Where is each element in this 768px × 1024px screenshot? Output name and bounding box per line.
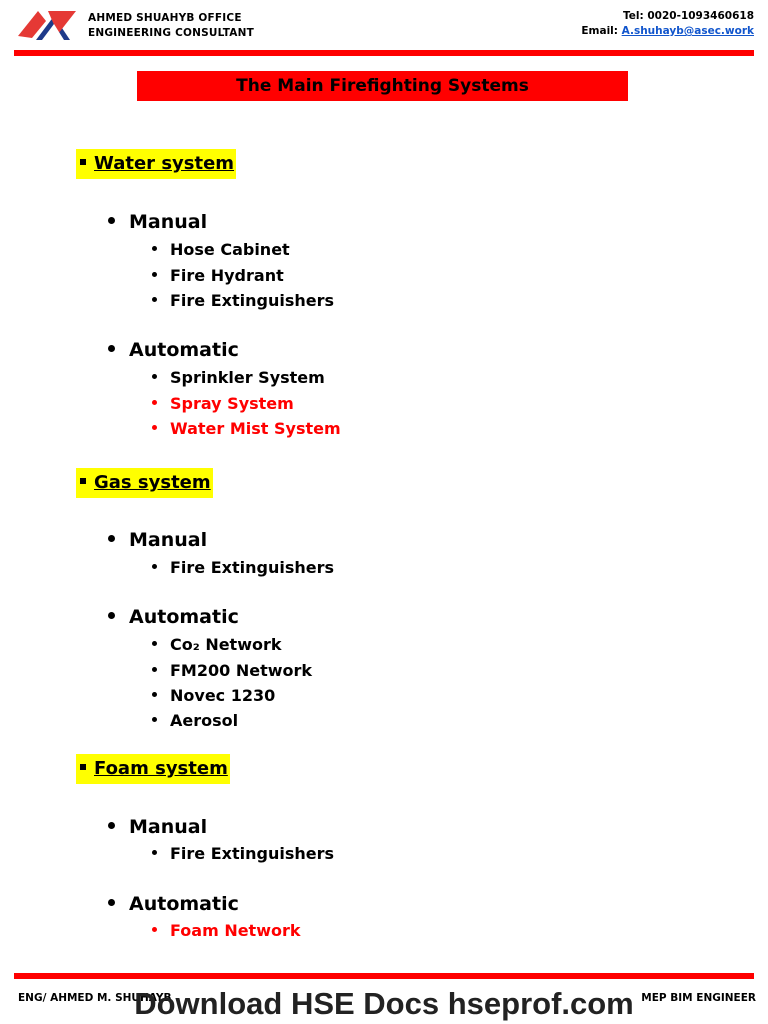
- list-item: [152, 393, 294, 415]
- footer-author: ENG/ AHMED M. SHUHAYB: [18, 992, 172, 1004]
- company-line-2: ENGINEERING CONSULTANT: [88, 27, 254, 39]
- item-label: Sprinkler System: [170, 368, 325, 387]
- section-foam-system: [76, 754, 230, 784]
- item-label: Fire Extinguishers: [170, 558, 335, 577]
- item-label: Novec 1230: [170, 686, 276, 705]
- item-label: Foam Network: [170, 921, 301, 940]
- water-automatic: [108, 338, 239, 362]
- footer-divider: [14, 973, 754, 979]
- contact-info: [581, 9, 754, 39]
- list-item: [152, 843, 334, 865]
- section-water-system: [76, 149, 236, 179]
- email-link[interactable]: A.shuhayb@asec.work: [621, 25, 754, 37]
- bullet-icon: [152, 667, 157, 672]
- list-item: [152, 239, 290, 261]
- bullet-icon: [152, 400, 157, 405]
- bullet-icon: [152, 272, 157, 277]
- bullet-icon: [152, 692, 157, 697]
- email-label: Email:: [581, 25, 618, 37]
- subsection-label: Automatic: [129, 339, 239, 361]
- section-label: Foam system: [94, 758, 228, 779]
- bullet-icon: [152, 717, 157, 722]
- list-item: [152, 920, 301, 942]
- subsection-label: Manual: [129, 816, 208, 838]
- bullet-icon: [152, 564, 157, 569]
- subsection-label: Automatic: [129, 893, 239, 915]
- item-label: Spray System: [170, 394, 294, 413]
- bullet-icon: [152, 927, 157, 932]
- list-item: [152, 418, 341, 440]
- item-label: Water Mist System: [170, 419, 341, 438]
- subsection-label: Manual: [129, 211, 208, 233]
- bullet-icon: [108, 612, 115, 619]
- bullet-icon: [152, 641, 157, 646]
- company-logo: [18, 6, 78, 46]
- square-bullet-icon: [80, 764, 86, 770]
- foam-manual: [108, 815, 207, 839]
- header-divider: [14, 50, 754, 56]
- square-bullet-icon: [80, 478, 86, 484]
- list-item: [152, 710, 238, 732]
- bullet-icon: [152, 425, 157, 430]
- list-item: [152, 367, 325, 389]
- footer-role: MEP BIM ENGINEER: [641, 992, 756, 1004]
- section-label: Gas system: [94, 472, 211, 493]
- company-line-1: AHMED SHUAHYB OFFICE: [88, 12, 242, 24]
- bullet-icon: [152, 246, 157, 251]
- subsection-label: Manual: [129, 529, 208, 551]
- bullet-icon: [108, 217, 115, 224]
- email-row: [581, 24, 754, 39]
- list-item: [152, 290, 334, 312]
- section-gas-system: [76, 468, 213, 498]
- item-label: Fire Extinguishers: [170, 291, 335, 310]
- item-label: Fire Extinguishers: [170, 844, 335, 863]
- item-label: Fire Hydrant: [170, 266, 284, 285]
- list-item: [152, 634, 282, 656]
- item-label: Hose Cabinet: [170, 240, 290, 259]
- water-manual: [108, 210, 207, 234]
- bullet-icon: [152, 297, 157, 302]
- tel-text: Tel: 0020-1093460618: [623, 10, 754, 22]
- square-bullet-icon: [80, 159, 86, 165]
- bullet-icon: [108, 822, 115, 829]
- foam-automatic: [108, 892, 239, 916]
- page-title: The Main Firefighting Systems: [137, 71, 628, 101]
- list-item: [152, 685, 275, 707]
- bullet-icon: [152, 850, 157, 855]
- item-label: FM200 Network: [170, 661, 313, 680]
- bullet-icon: [108, 345, 115, 352]
- gas-automatic: [108, 605, 239, 629]
- list-item: [152, 557, 334, 579]
- bullet-icon: [108, 899, 115, 906]
- gas-manual: [108, 528, 207, 552]
- subsection-label: Automatic: [129, 606, 239, 628]
- list-item: [152, 265, 284, 287]
- bullet-icon: [152, 374, 157, 379]
- item-label: Aerosol: [170, 711, 239, 730]
- watermark-banner: Download HSE Docs hseprof.com: [134, 986, 634, 1021]
- company-name: [88, 11, 254, 41]
- section-label: Water system: [94, 153, 235, 174]
- list-item: [152, 660, 312, 682]
- item-label: Co₂ Network: [170, 635, 282, 654]
- bullet-icon: [108, 535, 115, 542]
